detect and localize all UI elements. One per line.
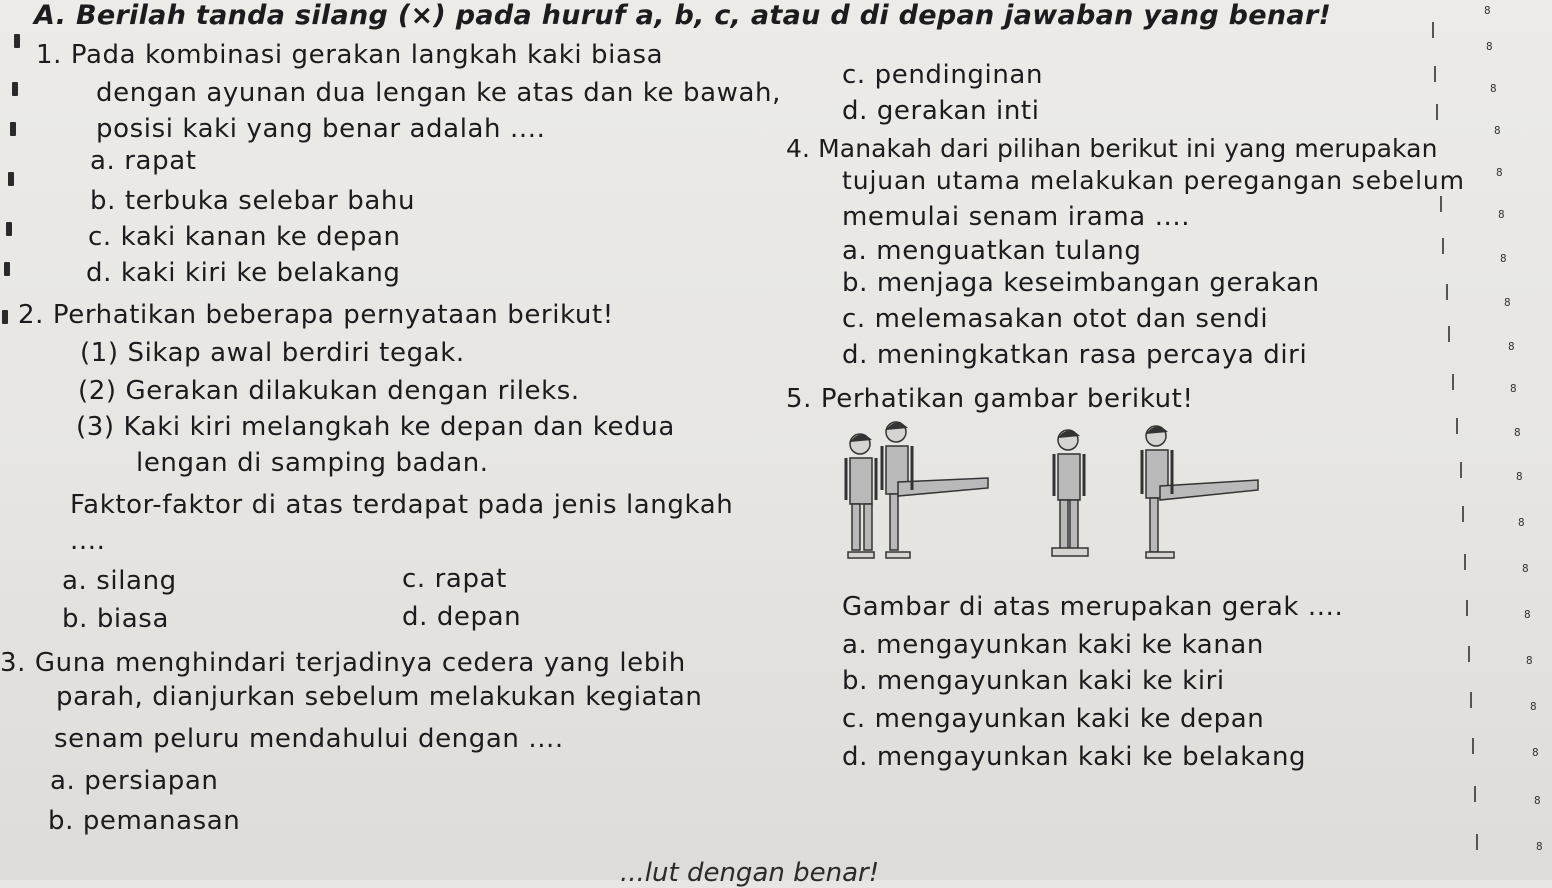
edge-tick [1448,326,1450,342]
edge-mark: 8 [1536,840,1543,853]
q4-option-c[interactable]: c. melemasakan otot dan sendi [842,304,1269,334]
edge-mark: 8 [1490,82,1497,95]
q2-statement-1: (1) Sikap awal berdiri tegak. [80,338,465,368]
edge-tick [1460,462,1462,478]
q5-option-d[interactable]: d. mengayunkan kaki ke belakang [842,742,1307,772]
q1-option-a[interactable]: a. rapat [90,146,197,176]
edge-tick [1462,506,1464,522]
q5-option-c[interactable]: c. mengayunkan kaki ke depan [842,704,1265,734]
edge-tick [1468,646,1470,662]
edge-mark: 8 [1526,654,1533,667]
q4-option-b[interactable]: b. menjaga keseimbangan gerakan [842,268,1320,298]
q2-statement-3: (3) Kaki kiri melangkah ke depan dan kedua [76,412,675,442]
edge-mark: 8 [1524,608,1531,621]
q1-option-d[interactable]: d. kaki kiri ke belakang [86,258,401,288]
q5-option-a[interactable]: a. mengayunkan kaki ke kanan [842,630,1265,660]
q3-line-3: senam peluru mendahului dengan .... [54,724,564,754]
edge-mark: 8 [1494,124,1501,137]
q2-statement-3-cont: lengan di samping badan. [136,448,489,478]
edge-tick [1440,196,1442,212]
q1-option-c[interactable]: c. kaki kanan ke depan [88,222,401,252]
leg-swing-illustration [838,418,1278,588]
q2-question-line-1: Faktor-faktor di atas terdapat pada jenis langkah [70,490,734,520]
q1-option-b[interactable]: b. terbuka selebar bahu [90,186,416,216]
edge-tick [1464,554,1466,570]
edge-mark: 8 [1514,426,1521,439]
edge-tick [1446,284,1448,300]
edge-tick [1442,238,1444,254]
margin-mark [8,172,14,186]
edge-tick [1434,66,1436,82]
margin-mark [10,122,16,136]
edge-mark: 8 [1518,516,1525,529]
q1-line-3: posisi kaki yang benar adalah .... [96,114,546,144]
q4-line-3: memulai senam irama .... [842,202,1191,232]
q5-line-1: 5. Perhatikan gambar berikut! [786,384,1194,414]
edge-tick [1456,418,1458,434]
edge-mark: 8 [1522,562,1529,575]
edge-tick [1476,834,1478,850]
edge-mark: 8 [1498,208,1505,221]
section-header: A. Berilah tanda silang (×) pada huruf a, b, c, atau d di depan jawaban yang benar! [34,0,1332,31]
edge-tick [1452,374,1454,390]
q2-line-1: 2. Perhatikan beberapa pernyataan berikut! [18,300,614,330]
q3-option-d[interactable]: d. gerakan inti [842,96,1040,126]
edge-mark: 8 [1516,470,1523,483]
margin-mark [6,222,12,236]
edge-tick [1466,600,1468,616]
edge-mark: 8 [1500,252,1507,265]
q2-question-line-2: .... [70,526,106,556]
q2-statement-2: (2) Gerakan dilakukan dengan rileks. [78,376,580,406]
edge-tick [1472,738,1474,754]
q1-line-1: 1. Pada kombinasi gerakan langkah kaki biasa [36,40,664,70]
q4-line-1: 4. Manakah dari pilihan berikut ini yang merupakan [786,134,1438,163]
edge-mark: 8 [1484,4,1491,17]
edge-tick [1474,786,1476,802]
edge-mark: 8 [1530,700,1537,713]
edge-mark: 8 [1532,746,1539,759]
edge-tick [1470,692,1472,708]
margin-mark [12,82,18,96]
q3-option-b[interactable]: b. pemanasan [48,806,241,836]
edge-mark: 8 [1486,40,1493,53]
q3-option-c[interactable]: c. pendinginan [842,60,1044,90]
q3-line-2: parah, dianjurkan sebelum melakukan kegiatan [56,682,703,712]
q5-option-b[interactable]: b. mengayunkan kaki ke kiri [842,666,1225,696]
margin-mark [2,310,8,324]
margin-mark [14,34,20,48]
edge-mark: 8 [1496,166,1503,179]
q2-option-a[interactable]: a. silang [62,566,177,596]
q3-option-a[interactable]: a. persiapan [50,766,219,796]
q3-line-1: 3. Guna menghindari terjadinya cedera yang lebih [0,648,686,678]
q4-line-2: tujuan utama melakukan peregangan sebelum [842,166,1465,195]
q2-option-c[interactable]: c. rapat [402,564,507,594]
q4-option-d[interactable]: d. meningkatkan rasa percaya diri [842,340,1308,370]
q1-line-2: dengan ayunan dua lengan ke atas dan ke bawah, [96,78,781,108]
q4-option-a[interactable]: a. menguatkan tulang [842,236,1142,266]
bottom-partial-text: ...lut dengan benar! [620,858,880,888]
edge-mark: 8 [1534,794,1541,807]
edge-mark: 8 [1510,382,1517,395]
q2-option-b[interactable]: b. biasa [62,604,169,634]
margin-mark [4,262,10,276]
edge-tick [1432,22,1434,38]
edge-tick [1436,104,1438,120]
edge-mark: 8 [1504,296,1511,309]
q2-option-d[interactable]: d. depan [402,602,522,632]
q5-question: Gambar di atas merupakan gerak .... [842,592,1344,622]
edge-mark: 8 [1508,340,1515,353]
